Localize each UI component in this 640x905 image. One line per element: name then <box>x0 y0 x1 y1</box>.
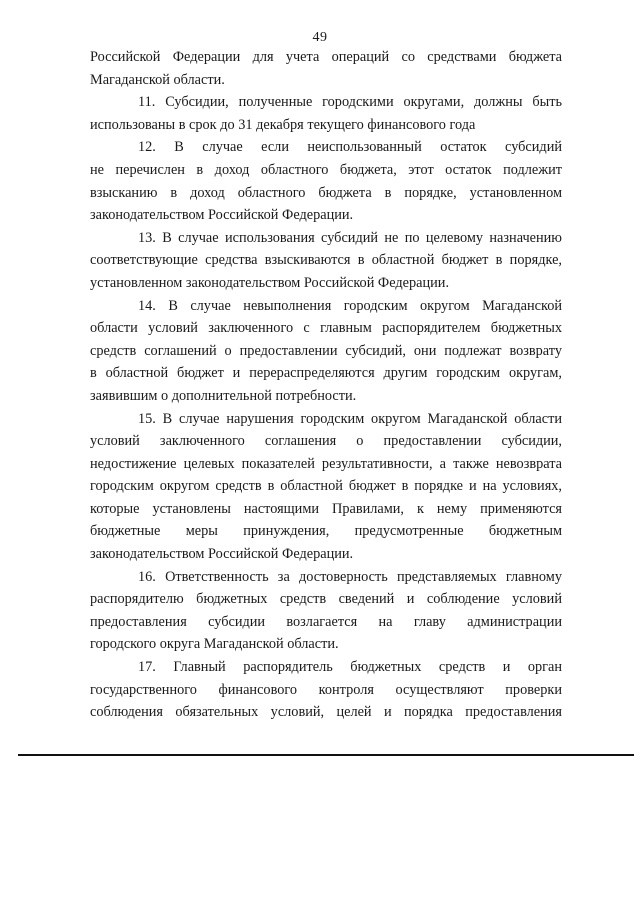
text-line: не перечислен в доход областного бюджета, этот остаток подлежит <box>90 161 562 178</box>
text-line: 12. В случае если неиспользованный остаток субсидий <box>138 139 562 156</box>
text-line: предоставления субсидии возлагается на главу администрации <box>90 613 562 630</box>
text-line: недостижение целевых показателей результативности, а также невозврата <box>90 455 562 472</box>
text-line: установленном законодательством Российской Федерации. <box>90 274 450 291</box>
text-line: 14. В случае невыполнения городским округом Магаданской <box>138 297 562 314</box>
text-line: области условий заключенного с главным распорядителем бюджетных <box>90 320 562 337</box>
text-line: распорядителю бюджетных средств сведений и соблюдение условий <box>90 591 562 608</box>
text-line: взысканию в доход областного бюджета в порядке, установленном <box>90 184 562 201</box>
text-line: Магаданской области. <box>90 71 225 88</box>
text-line: использованы в срок до 31 декабря текущего финансового года <box>90 116 476 133</box>
text-line: Российской Федерации для учета операций со средствами бюджета <box>90 49 562 65</box>
page-number: 49 <box>312 30 328 45</box>
text-line: 13. В случае использования субсидий не по целевому назначению <box>138 229 562 246</box>
text-line: средств соглашений о предоставлении субсидий, они подлежат возврату <box>90 342 562 359</box>
text-line: бюджетные меры принуждения, предусмотренные бюджетным <box>90 523 562 540</box>
text-line: 15. В случае нарушения городским округом Магаданской области <box>138 410 562 427</box>
text-line: заявившим о дополнительной потребности. <box>90 387 357 404</box>
text-line: соблюдения обязательных условий, целей и порядка предоставления <box>90 704 562 721</box>
text-line: законодательством Российской Федерации. <box>90 546 354 563</box>
text-line: городского округа Магаданской области. <box>90 636 339 653</box>
text-line: законодательством Российской Федерации. <box>90 207 354 224</box>
text-line: условий заключенного соглашения о предоставлении субсидии, <box>90 433 562 450</box>
text-line: 11. Субсидии, полученные городскими округами, должны быть <box>138 94 562 111</box>
text-line: государственного финансового контроля осуществляют проверки <box>90 681 562 698</box>
footer-divider <box>18 754 634 756</box>
text-line: которые установлены настоящими Правилами, к нему применяются <box>90 500 562 517</box>
text-line: 16. Ответственность за достоверность представляемых главному <box>138 568 562 585</box>
text-line: городским округом средств в областной бюджет в порядке и на условиях, <box>90 478 562 495</box>
document-body <box>90 46 562 724</box>
text-line: 17. Главный распорядитель бюджетных средств и орган <box>138 659 562 676</box>
text-line: в областной бюджет и перераспределяются другим городским округам, <box>90 365 562 382</box>
text-line: соответствующие средства взыскиваются в областной бюджет в порядке, <box>90 252 562 269</box>
